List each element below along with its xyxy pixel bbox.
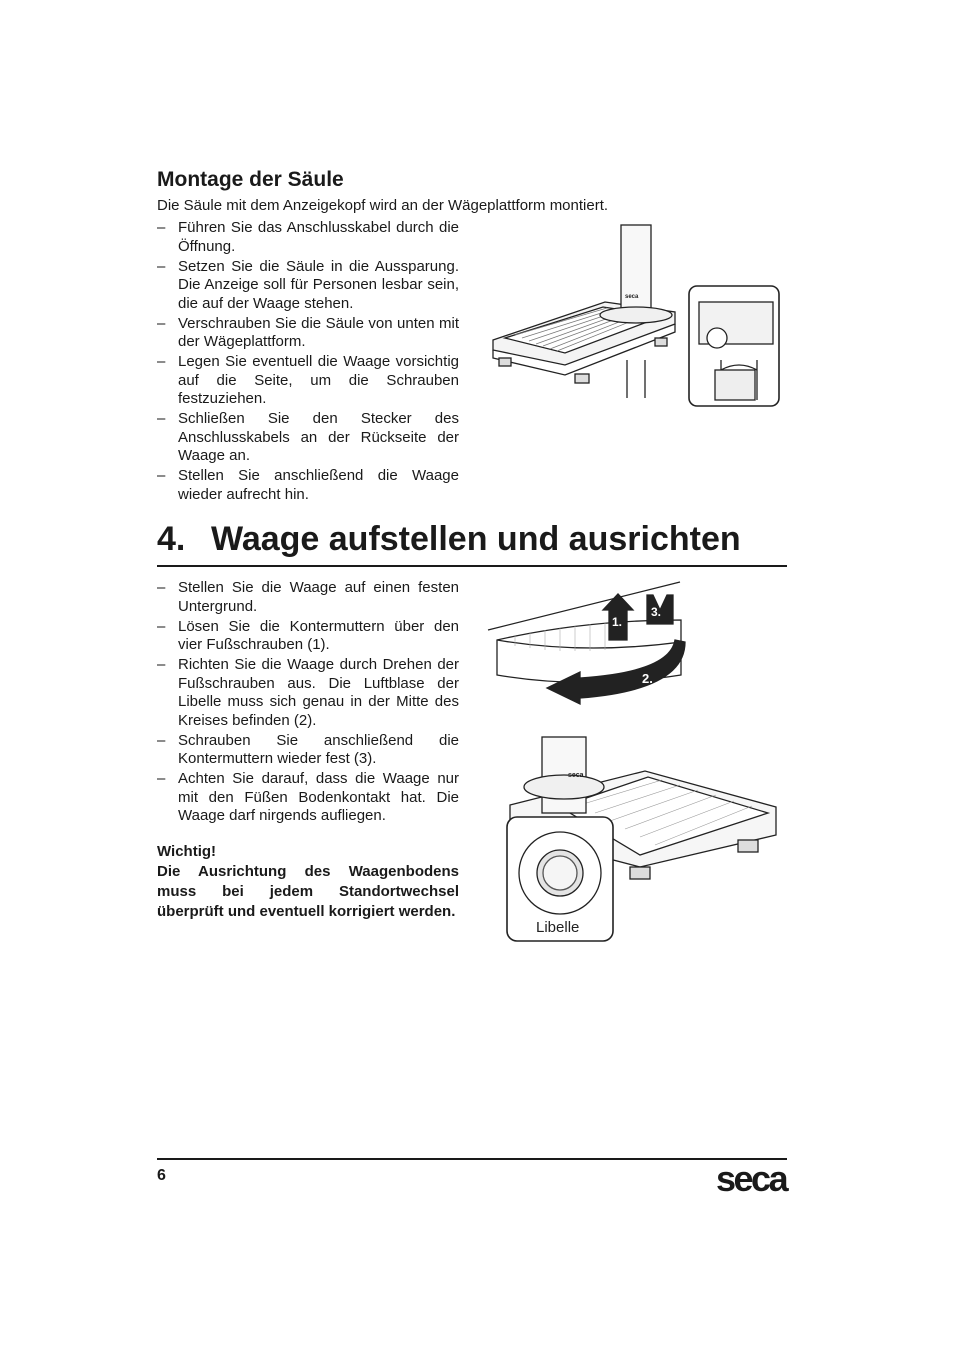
figure-foot-adjustment (485, 580, 690, 710)
step-label-1: 1. (612, 615, 623, 629)
footer-divider (157, 1158, 787, 1160)
list-item: – Achten Sie darauf, dass die Waage nur mit den Füßen Bodenkontakt hat. Die Waage darf nirgends aufliegen. (157, 770, 459, 826)
assembly-steps (157, 219, 459, 506)
setup-steps (157, 579, 459, 827)
list-item: – Verschrauben Sie die Säule von unten mit der Wägeplattform. (157, 315, 459, 352)
assembly-intro: Die Säule mit dem Anzeigekopf wird an der Wägeplattform montiert. (157, 197, 609, 214)
list-item: – Schrauben Sie anschließend die Kontermuttern wieder fest (3). (157, 732, 459, 769)
step-label-2: 2. (642, 671, 653, 686)
section-heading-assembly: Montage der Säule (157, 168, 344, 191)
level-label: Libelle (536, 919, 580, 936)
list-item: – Stellen Sie anschließend die Waage wieder aufrecht hin. (157, 467, 459, 504)
list-item: – Schließen Sie den Stecker des Anschlusskabels an der Rückseite der Waage an. (157, 410, 459, 466)
section-number: 4. (157, 520, 186, 558)
note-text: Die Ausrichtung des Waagenbodens muss bei jedem Standortwechsel überprüft und eventuell korrigiert werden. (157, 863, 459, 920)
step-label-3: 3. (651, 605, 662, 619)
level-column-brand: seca (568, 772, 584, 779)
important-note (157, 842, 459, 922)
divider (157, 565, 787, 567)
section-title: Waage aufstellen und ausrichten (211, 520, 741, 558)
list-item: – Führen Sie das Anschlusskabel durch die Öffnung. (157, 219, 459, 256)
list-item: – Legen Sie eventuell die Waage vorsichtig auf die Seite, um die Schrauben festzuziehen. (157, 353, 459, 409)
page-number: 6 (157, 1167, 166, 1184)
list-item: – Setzen Sie die Säule in die Aussparung. Die Anzeige soll für Personen lesbar sein, die auf der Waage stehen. (157, 258, 459, 314)
figure-column-assembly (485, 220, 785, 410)
column-brand-label: seca (625, 294, 639, 300)
list-item: – Lösen Sie die Kontermuttern über den vier Fußschrauben (1). (157, 618, 459, 655)
page-title (157, 520, 741, 559)
brand-logo: seca (716, 1158, 787, 1199)
list-item: – Richten Sie die Waage durch Drehen der Fußschrauben aus. Die Luftblase der Libelle muss sich genau in der Mitte des Kreises befinden (2). (157, 656, 459, 730)
figure-bubble-level (500, 735, 785, 945)
note-title: Wichtig! (157, 843, 217, 860)
list-item: – Stellen Sie die Waage auf einen festen Untergrund. (157, 579, 459, 616)
